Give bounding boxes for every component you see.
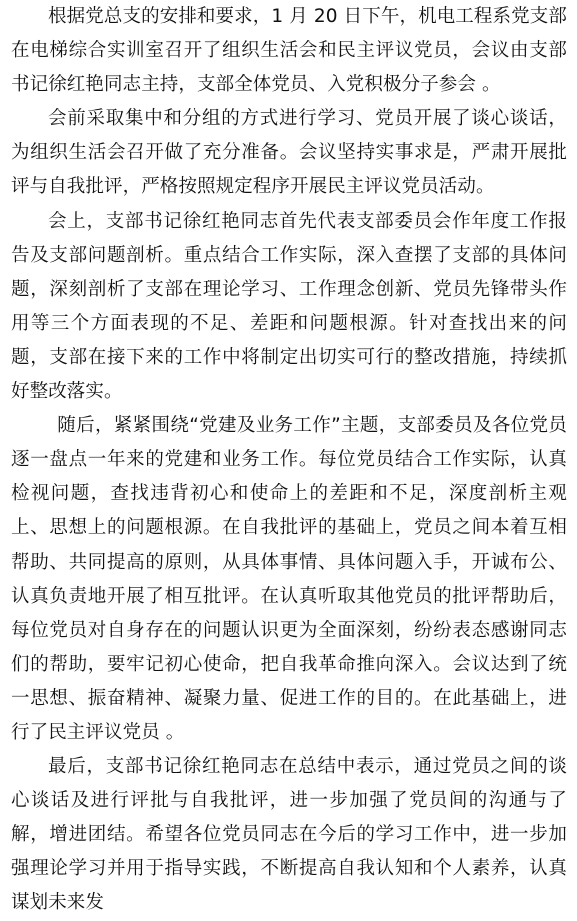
document-body: [11, 0, 567, 921]
paragraph-2: 会前采取集中和分组的方式进行学习、党员开展了谈心谈话，为组织生活会召开做了充分准备。会议坚持实事求是，严肃开展批评与自我批评，严格按照规定程序开展民主评议党员活动。: [11, 108, 567, 198]
paragraph-3: 会上，支部书记徐红艳同志首先代表支部委员会作年度工作报告及支部问题剖析。重点结合工作实际，深入查摆了支部的具体问题，深刻剖析了支部在理论学习、工作理念创新、党员先锋带头作用等三个方面表现的不足、差距和问题根源。针对查找出来的问题，支部在接下来的工作中将制定出切实可行的整改措施，持续抓好整改落实。: [11, 210, 567, 403]
paragraph-5: 最后，支部书记徐红艳同志在总结中表示，通过党员之间的谈心谈话及进行评批与自我批评，进一步加强了党员间的沟通与了解，增进团结。希望各位党员同志在今后的学习工作中，进一步加强理论学习并用于指导实践，不断提高自我认知和个人素养，认真谋划未来发: [11, 756, 567, 914]
paragraph-1: 根据党总支的安排和要求，1 月 20 日下午，机电工程系党支部在电梯综合实训室召开了组织生活会和民主评议党员，会议由支部书记徐红艳同志主持，支部全体党员、入党积极分子参会 。: [11, 6, 567, 96]
paragraph-4: 随后，紧紧围绕“党建及业务工作”主题，支部委员及各位党员逐一盘点一年来的党建和业务工作。每位党员结合工作实际，认真检视问题，查找违背初心和使命上的差距和不足，深度剖析主观上、思想上的问题根源。在自我批评的基础上，党员之间本着互相帮助、共同提高的原则，从具体事情、具体问题入手，开诚布公、认真负责地开展了相互批评。在认真听取其他党员的批评帮助后，每位党员对自身存在的问题认识更为全面深刻，纷纷表态感谢同志们的帮助，要牢记初心使命，把自我革命推向深入。会议达到了统一思想、振奋精神、凝聚力量、促进工作的目的。在此基础上，进行了民主评议党员 。: [11, 415, 567, 743]
